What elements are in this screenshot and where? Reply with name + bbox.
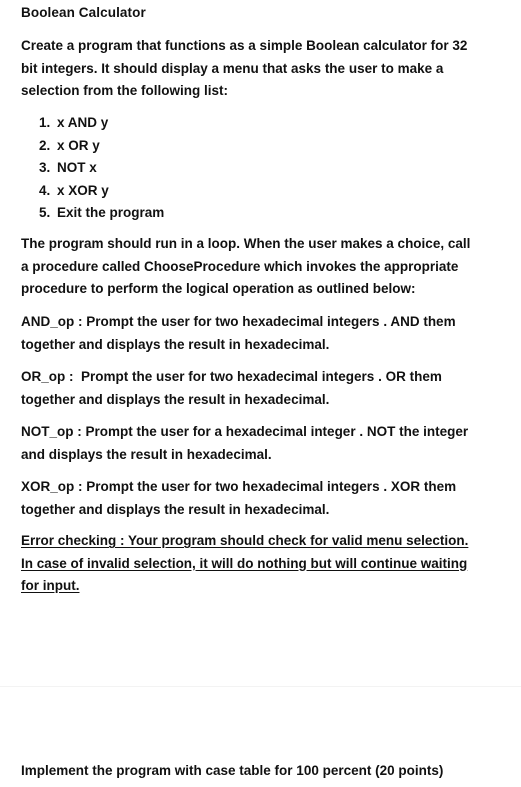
- intro-paragraph: [21, 35, 501, 103]
- text-line: The program should run in a loop. When the user makes a choice, call: [21, 236, 471, 251]
- text-line: In case of invalid selection, it will do nothing but will continue waiting: [21, 555, 468, 571]
- text-line: procedure to perform the logical operation as outlined below:: [21, 281, 416, 296]
- menu-item: 3. NOT x: [39, 160, 97, 175]
- text-line: together and displays the result in hexadecimal.: [21, 501, 330, 517]
- text-line: OR_op : Prompt the user for two hexadecimal integers . OR them: [21, 369, 442, 384]
- text-line: bit integers. It should display a menu that asks the user to make a: [21, 60, 444, 76]
- menu-list: [39, 112, 164, 225]
- text-line: together and displays the result in hexadecimal.: [21, 336, 330, 352]
- xor-op-paragraph: [21, 476, 501, 521]
- or-op-paragraph: [21, 366, 501, 411]
- text-line: and displays the result in hexadecimal.: [21, 446, 272, 462]
- document-title: Boolean Calculator: [21, 5, 146, 20]
- text-line: XOR_op : Prompt the user for two hexadecimal integers . XOR them: [21, 479, 457, 494]
- menu-item: 4. x XOR y: [39, 182, 109, 198]
- text-line: Create a program that functions as a simple Boolean calculator for 32: [21, 38, 468, 53]
- text-line: AND_op : Prompt the user for two hexadecimal integers . AND them: [21, 314, 456, 329]
- and-op-paragraph: [21, 311, 501, 356]
- text-line: selection from the following list:: [21, 83, 229, 98]
- not-op-paragraph: [21, 421, 501, 466]
- loop-paragraph: [21, 233, 501, 301]
- text-line: together and displays the result in hexadecimal.: [21, 391, 330, 407]
- footer-instruction: Implement the program with case table for 100 percent (20 points): [21, 763, 444, 778]
- error-checking-paragraph: [21, 530, 501, 598]
- menu-item: 5. Exit the program: [39, 205, 165, 220]
- text-line: a procedure called ChooseProcedure which invokes the appropriate: [21, 258, 459, 274]
- text-line: Error checking : Your program should check for valid menu selection.: [21, 533, 469, 548]
- page-divider: [0, 686, 521, 687]
- menu-item: 2. x OR y: [39, 137, 100, 153]
- text-line: NOT_op : Prompt the user for a hexadecimal integer . NOT the integer: [21, 424, 469, 439]
- menu-item: 1. x AND y: [39, 115, 109, 130]
- text-line: for input.: [21, 578, 80, 593]
